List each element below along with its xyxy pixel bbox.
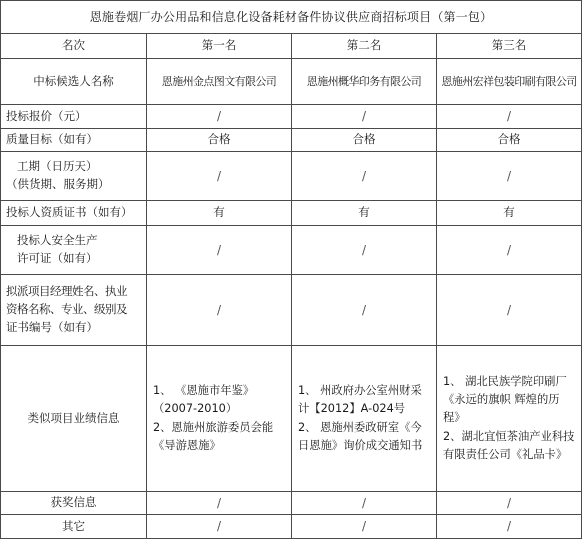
qualification-third: 有: [437, 201, 582, 226]
manager-third: /: [437, 275, 582, 346]
experience-third-item-1: 1、 湖北民族学院印刷厂《永远的旗帜 辉煌的历程》: [443, 374, 567, 425]
qualification-row: [1, 201, 582, 226]
experience-first-item-2: 2、恩施州旅游委员会能《导游恩施》: [153, 420, 274, 452]
period-second: /: [292, 152, 437, 201]
experience-row: [1, 346, 582, 492]
rank-first: 第一名: [147, 34, 292, 59]
period-third: /: [437, 152, 582, 201]
safety-label-line1: 投标人安全生产: [17, 233, 98, 248]
experience-second-item-2: 2、 恩施州委政研室《今日恩施》询价成交通知书: [298, 420, 423, 452]
awards-row: [1, 492, 582, 515]
quality-label: 质量目标（如有）: [1, 129, 147, 152]
period-row: [1, 152, 582, 201]
period-first: /: [147, 152, 292, 201]
other-second: /: [292, 515, 437, 539]
manager-label-line2: 资格名称、专业、级别及: [6, 302, 127, 317]
period-label-line2: （供货期、服务期）: [6, 177, 110, 191]
safety-label-line2: 许可证（如有）: [17, 251, 98, 265]
quality-third: 合格: [437, 129, 582, 152]
bid-price-second: /: [292, 105, 437, 129]
safety-label: [1, 226, 147, 275]
period-label: [1, 152, 147, 201]
awards-first: /: [147, 492, 292, 515]
title-row: [1, 1, 582, 34]
quality-row: [1, 129, 582, 152]
rank-second: 第二名: [292, 34, 437, 59]
safety-second: /: [292, 226, 437, 275]
candidate-first: 恩施州金点图文有限公司: [147, 59, 292, 105]
candidate-third: 恩施州宏祥包装印刷有限公司: [437, 59, 582, 105]
qualification-second: 有: [292, 201, 437, 226]
candidate-label: 中标候选人名称: [1, 59, 147, 105]
experience-second-item-1: 1、 州政府办公室州财采计【2012】A-024号: [298, 383, 422, 416]
header-row: [1, 34, 582, 59]
experience-third-item-2: 2、湖北宜恒茶油产业科技有限责任公司《礼品卡》: [443, 429, 575, 461]
manager-label: [1, 275, 147, 346]
rank-third: 第三名: [437, 34, 582, 59]
bid-price-row: [1, 105, 582, 129]
other-row: [1, 515, 582, 539]
period-label-line1: 工期（日历天）: [17, 159, 98, 174]
candidate-row: [1, 59, 582, 105]
experience-third: [437, 346, 582, 492]
other-label: 其它: [1, 515, 147, 539]
experience-second-list: [294, 382, 434, 455]
manager-label-line1: 拟派项目经理姓名、执业: [6, 284, 127, 299]
manager-first: /: [147, 275, 292, 346]
experience-third-list: [439, 373, 579, 464]
rank-label: 名次: [1, 34, 147, 59]
experience-first-list: [149, 382, 289, 455]
qualification-label: 投标人资质证书（如有）: [1, 201, 147, 226]
experience-first-item-1: 1、 《恩施市年鉴》（2007-2010）: [153, 383, 255, 416]
quality-second: 合格: [292, 129, 437, 152]
awards-second: /: [292, 492, 437, 515]
manager-label-line3: 证书编号（如有）: [6, 319, 98, 334]
bid-price-third: /: [437, 105, 582, 129]
table-title: 恩施卷烟厂办公用品和信息化设备耗材备件协议供应商招标项目（第一包）: [1, 1, 582, 34]
bid-price-first: /: [147, 105, 292, 129]
candidate-second: 恩施州概华印务有限公司: [292, 59, 437, 105]
awards-third: /: [437, 492, 582, 515]
other-third: /: [437, 515, 582, 539]
qualification-first: 有: [147, 201, 292, 226]
safety-row: [1, 226, 582, 275]
quality-first: 合格: [147, 129, 292, 152]
manager-row: [1, 275, 582, 346]
experience-label: 类似项目业绩信息: [1, 346, 147, 492]
experience-second: [292, 346, 437, 492]
safety-first: /: [147, 226, 292, 275]
awards-label: 获奖信息: [1, 492, 147, 515]
bid-price-label: 投标报价（元）: [1, 105, 147, 129]
manager-second: /: [292, 275, 437, 346]
safety-third: /: [437, 226, 582, 275]
other-first: /: [147, 515, 292, 539]
experience-first: [147, 346, 292, 492]
